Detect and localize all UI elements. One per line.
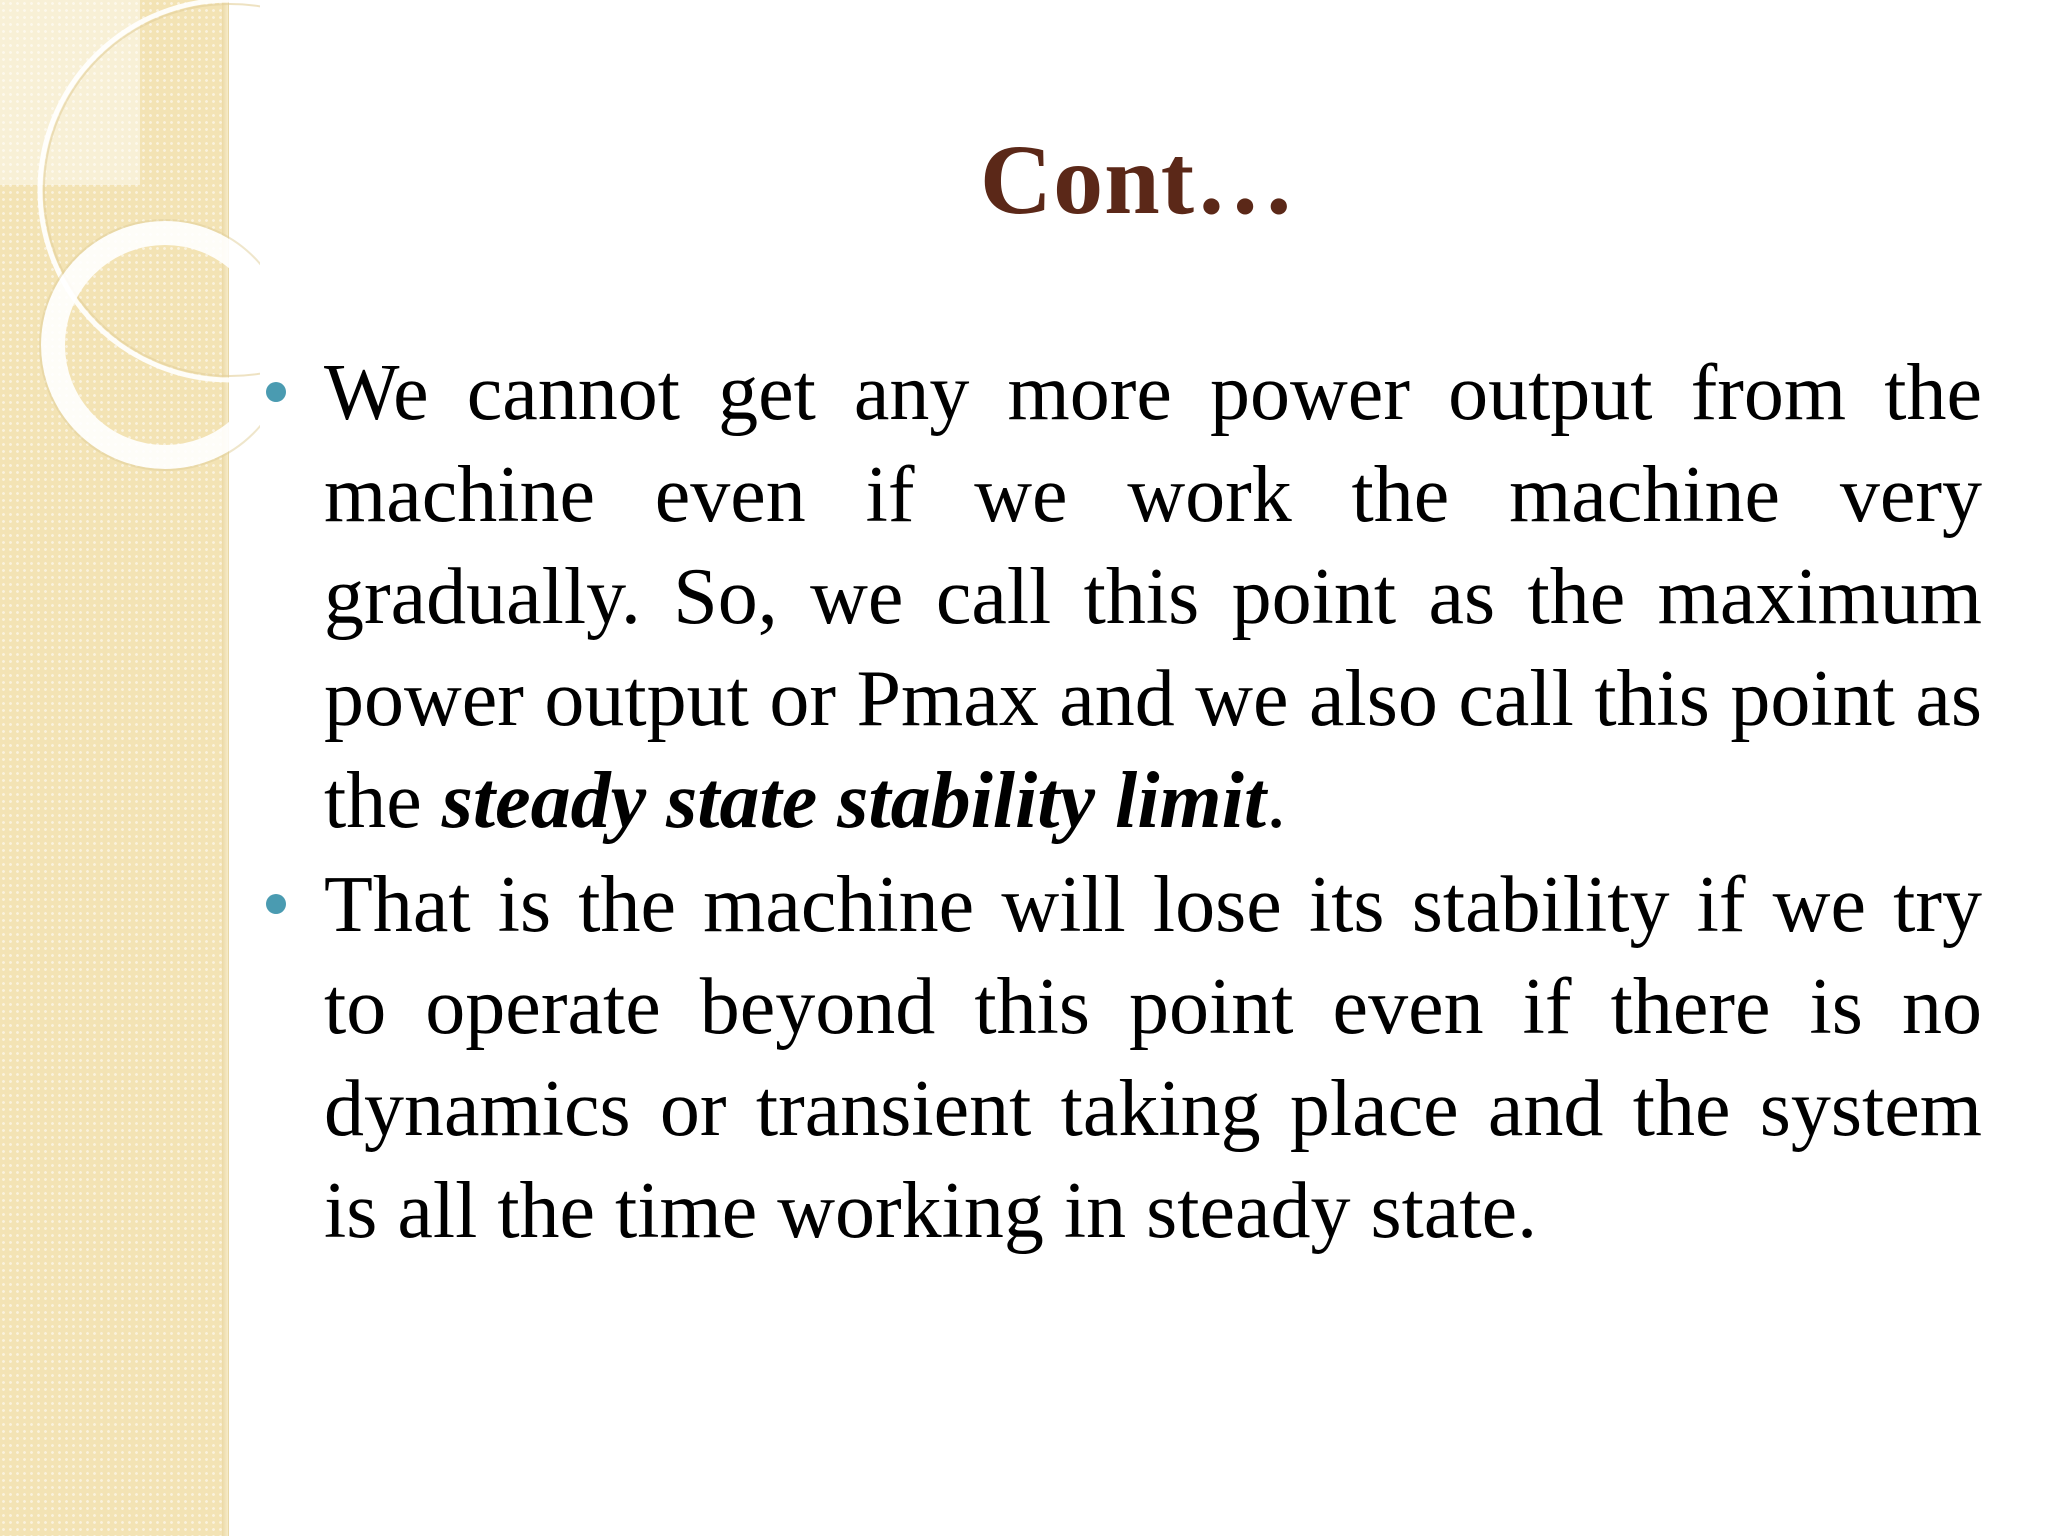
bullet-dot-icon — [266, 894, 286, 914]
bullet-1-text-end: . — [1266, 757, 1287, 845]
decorative-rings-icon — [0, 0, 260, 520]
bullet-1-text: We cannot get any more power output from the machine even if we work the machine very gradually. So, we call this point as the maximum power output or Pmax and we also call this point as the — [324, 349, 1982, 845]
bullet-item-2 — [260, 854, 1982, 1262]
bullet-dot-icon — [266, 382, 286, 402]
slide-title: Cont… — [979, 124, 1297, 235]
bullet-item-1 — [260, 342, 1982, 852]
bullet-1-emphasis: steady state stability limit — [441, 757, 1267, 845]
bullet-2-text: That is the machine will lose its stability if we try to operate beyond this point even if there is no dynamics or transient taking place and the system is all the time working in steady state. — [324, 861, 1982, 1255]
bullet-list — [260, 342, 1982, 1264]
